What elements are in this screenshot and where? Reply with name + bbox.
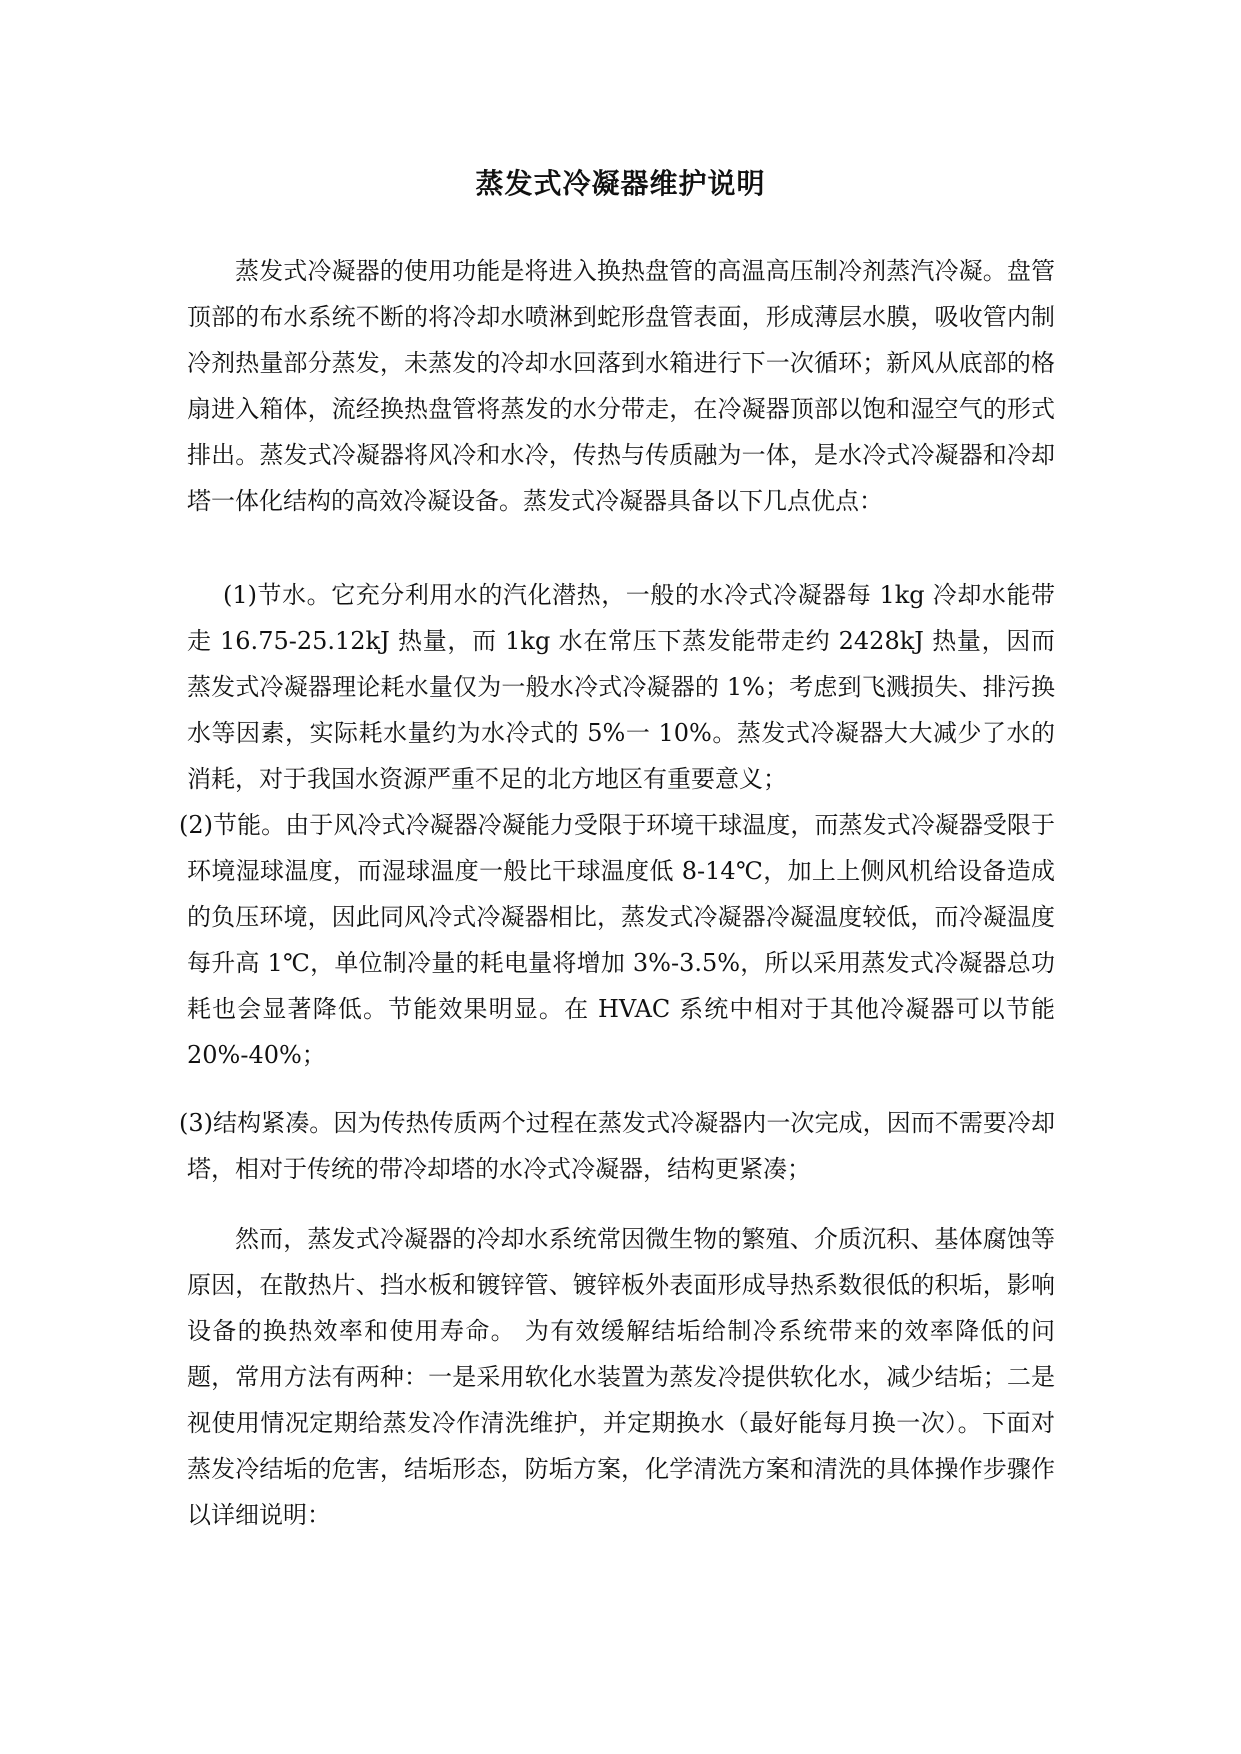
document-title: 蒸发式冷凝器维护说明 (475, 167, 766, 200)
advantage-compact-structure-paragraph: (3)结构紧凑。因为传热传质两个过程在蒸发式冷凝器内一次完成，因而不需要冷却塔，相对于传统的带冷却塔的水冷式冷凝器，结构更紧凑； (179, 1109, 1055, 1183)
advantage-water-saving-paragraph: (1)节水。它充分利用水的汽化潜热，一般的水冷式冷凝器每 1kg 冷却水能带走 16.75-25.12kJ 热量，而 1kg 水在常压下蒸发能带走约 2428kJ 热量，因而蒸发式冷凝器理论耗水量仅为一般水冷式冷凝器的 1%；考虑到飞溅损失、排污换水等因素，实际耗水量约为水冷式的 5%一 10%。蒸发式冷凝器大大减少了水的消耗，对于我国水资源严重不足的北方地区有重要意义； (187, 581, 1055, 793)
intro-paragraph: 蒸发式冷凝器的使用功能是将进入换热盘管的高温高压制冷剂蒸汽冷凝。盘管顶部的布水系统不断的将冷却水喷淋到蛇形盘管表面，形成薄层水膜，吸收管内制冷剂热量部分蒸发，未蒸发的冷却水回落到水箱进行下一次循环；新风从底部的格扇进入箱体，流经换热盘管将蒸发的水分带走，在冷凝器顶部以饱和湿空气的形式排出。蒸发式冷凝器将风冷和水冷，传热与传质融为一体，是水冷式冷凝器和冷却塔一体化结构的高效冷凝设备。蒸发式冷凝器具备以下几点优点： (187, 257, 1055, 515)
advantage-energy-saving-paragraph: (2)节能。由于风冷式冷凝器冷凝能力受限于环境干球温度，而蒸发式冷凝器受限于环境湿球温度，而湿球温度一般比干球温度低 8-14℃，加上上侧风机给设备造成的负压环境，因此同风冷式冷凝器相比，蒸发式冷凝器冷凝温度较低，而冷凝温度每升高 1℃，单位制冷量的耗电量将增加 3%-3.5%，所以采用蒸发式冷凝器总功耗也会显著降低。节能效果明显。在 HVAC 系统中相对于其他冷凝器可以节能 20%-40%； (179, 811, 1055, 1069)
maintenance-intro-paragraph: 然而，蒸发式冷凝器的冷却水系统常因微生物的繁殖、介质沉积、基体腐蚀等原因，在散热片、挡水板和镀锌管、镀锌板外表面形成导热系数很低的积垢，影响设备的换热效率和使用寿命。 为有效缓解结垢给制冷系统带来的效率降低的问题，常用方法有两种：一是采用软化水装置为蒸发冷提供软化水，减少结垢；二是视使用情况定期给蒸发冷作清洗维护，并定期换水（最好能每月换一次）。下面对蒸发冷结垢的危害，结垢形态，防垢方案，化学清洗方案和清洗的具体操作步骤作以详细说明： (187, 1225, 1055, 1529)
